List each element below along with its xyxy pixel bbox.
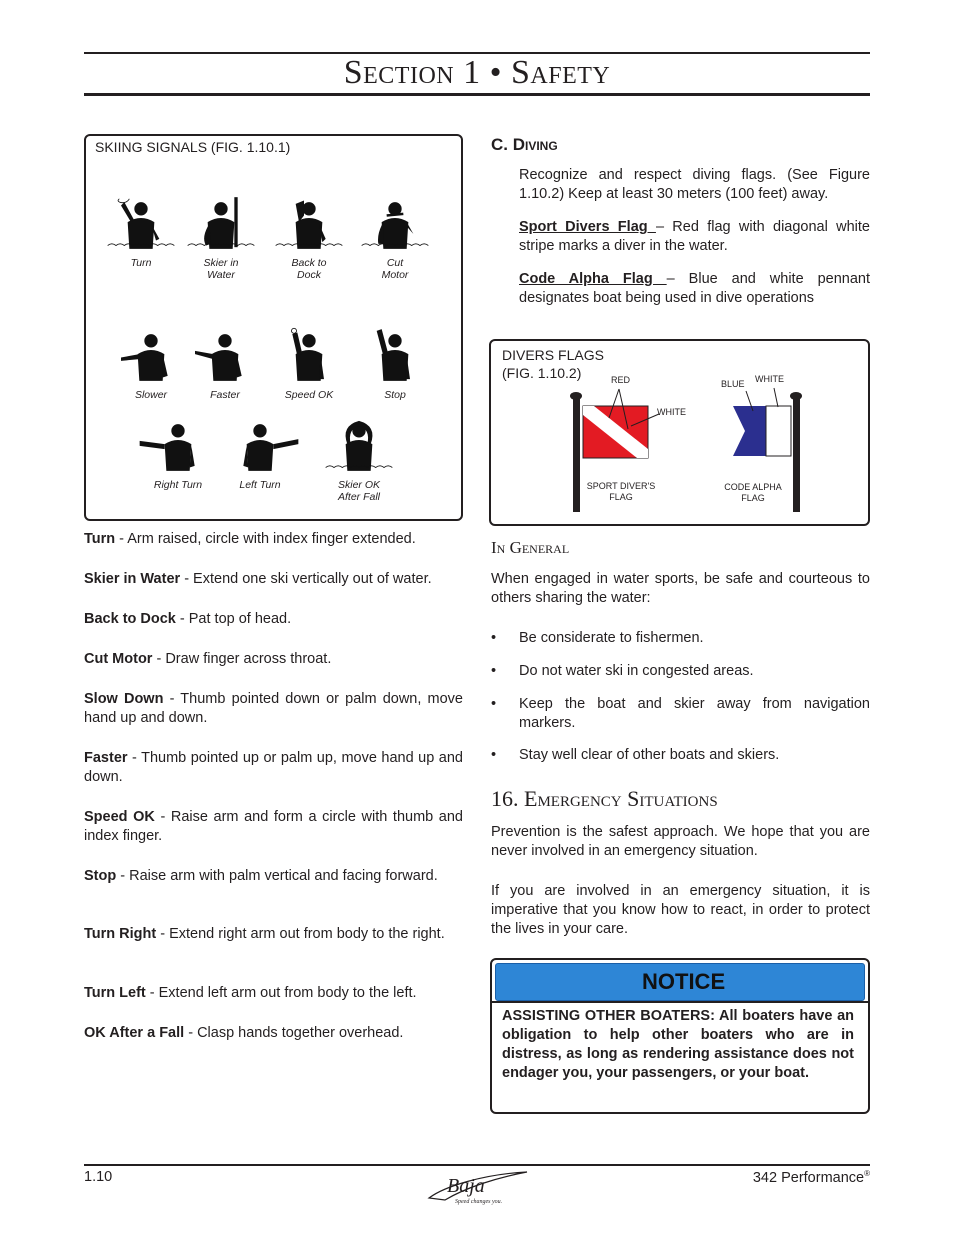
signal-term: Speed OK — [84, 809, 155, 825]
signal-turn — [101, 190, 181, 269]
signal-term: Turn Right — [84, 926, 157, 942]
notice-body: ASSISTING OTHER BOATERS: All boaters have an obligation to help other boaters who are in distress, as long as rendering assistance does not endager you, your passengers, or your boat. — [502, 1008, 854, 1081]
code-alpha-flag — [733, 406, 791, 456]
signal-label-line2: Water — [207, 269, 235, 281]
signal-label-line2: Dock — [297, 269, 321, 281]
signal-term: Skier in Water — [84, 571, 181, 587]
list-item — [491, 746, 870, 786]
skiing-figure-caption: SKIING SIGNALS (FIG. 1.10.1) — [95, 139, 291, 155]
signal-cut — [355, 190, 435, 281]
signal-description — [84, 749, 463, 787]
white-label-sport: WHITE — [657, 407, 686, 417]
sport-divers-flag — [583, 406, 648, 458]
signal-label: Cut — [386, 257, 404, 269]
model-name: 342 Performance® — [752, 1169, 870, 1186]
alpha-flag-label: CODE ALPHA FLAG — [724, 482, 782, 503]
signal-stop — [355, 322, 435, 401]
blue-label: BLUE — [721, 379, 745, 389]
signal-description — [84, 984, 463, 1003]
svg-text:Baja: Baja — [447, 1175, 485, 1197]
signal-okfall — [319, 412, 399, 503]
bullet-text: Be considerate to fishermen. — [519, 630, 704, 646]
emergency-p1: Prevention is the safest approach. We hope that you are never involved in an emergency situation. — [491, 824, 870, 859]
signal-fast — [185, 322, 265, 401]
notice-box — [490, 958, 870, 1114]
code-alpha-flag-text: Code Alpha Flag – Blue and white pennant designates boat being used in dive operations — [519, 271, 870, 306]
signal-figure — [111, 322, 191, 388]
signal-right — [138, 412, 218, 491]
bullet-dot: • — [491, 696, 497, 712]
signal-slow — [111, 322, 191, 401]
signal-label: Skier in — [203, 257, 239, 269]
signal-label: Stop — [384, 389, 406, 401]
signal-text: - Thumb pointed down or palm down, move hand up and down. — [84, 691, 463, 726]
bullet-text: Stay well clear of other boats and skiers. — [519, 747, 780, 763]
signal-term: Stop — [84, 868, 117, 884]
baja-logo-mark — [425, 1168, 531, 1206]
signal-term: OK After a Fall — [84, 1025, 185, 1041]
signal-text: - Extend one ski vertically out of water. — [180, 571, 432, 587]
signal-skier — [181, 190, 261, 281]
emergency-p2: If you are involved in an emergency situation, it is imperative that you know how to react, in order to protect the lives in your care. — [491, 883, 870, 937]
signal-label: Speed OK — [284, 389, 334, 401]
signal-description — [84, 1024, 463, 1043]
signal-label-line2: After Fall — [337, 491, 380, 503]
signal-term: Turn Left — [84, 985, 146, 1001]
sport-divers-flag-text: Sport Divers Flag – Red flag with diagonal white stripe marks a diver in the water. — [519, 219, 870, 254]
notice-title: NOTICE — [495, 963, 865, 1001]
signal-term: Back to Dock — [84, 611, 176, 627]
signal-figure — [138, 412, 218, 478]
title-rule — [84, 93, 870, 96]
signal-term: Turn — [84, 531, 116, 547]
signal-text: - Arm raised, circle with index finger extended. — [115, 531, 416, 547]
bullet-dot: • — [491, 630, 497, 646]
signal-label: Back to — [291, 257, 327, 269]
svg-text:Speed changes you.: Speed changes you. — [455, 1199, 503, 1205]
signal-description — [84, 867, 463, 886]
notice-divider — [492, 1001, 868, 1003]
signal-description — [84, 610, 463, 629]
baja-logo — [425, 1168, 531, 1206]
signal-description — [84, 570, 463, 589]
diving-intro: Recognize and respect diving flags. (See Figure 1.10.2) Keep at least 30 meters (100 feet) away. — [519, 167, 870, 202]
list-item — [491, 695, 870, 735]
bullet-dot: • — [491, 747, 497, 763]
general-intro: When engaged in water sports, be safe and courteous to others sharing the water: — [491, 571, 870, 606]
signal-figure — [269, 190, 349, 256]
signal-description — [84, 808, 463, 846]
signal-figure — [355, 190, 435, 256]
signal-text: - Extend left arm out from body to the left. — [145, 985, 417, 1001]
divers-figure-caption: DIVERS FLAGS (FIG. 1.10.2) — [502, 347, 604, 381]
signal-label: Right Turn — [153, 479, 203, 491]
signal-label: Left Turn — [239, 479, 281, 491]
signal-left — [220, 412, 300, 491]
signal-text: - Extend right arm out from body to the right. — [156, 926, 445, 942]
signal-figure — [185, 322, 265, 388]
footer-rule — [84, 1164, 870, 1166]
signal-label: Slower — [134, 389, 168, 401]
signal-dock — [269, 190, 349, 281]
signal-text: - Pat top of head. — [175, 611, 292, 627]
signal-description — [84, 650, 463, 669]
red-label: RED — [611, 375, 631, 385]
signal-figure — [220, 412, 300, 478]
signal-text: - Raise arm with palm vertical and facing forward. — [116, 868, 438, 884]
signal-term: Slow Down — [84, 691, 164, 707]
section-title: Section 1 • Safety — [343, 54, 611, 91]
signal-description — [84, 690, 463, 728]
signal-figure — [355, 322, 435, 388]
signal-label-line2: Motor — [381, 269, 409, 281]
bullet-text: Keep the boat and skier away from navigation markers. — [519, 696, 870, 731]
signal-speedok — [269, 322, 349, 401]
signal-text: - Clasp hands together overhead. — [184, 1025, 404, 1041]
divers-flags-drawing — [491, 341, 868, 524]
signal-label: Turn — [130, 257, 152, 269]
signal-description — [84, 530, 463, 549]
in-general-heading: In General — [491, 538, 570, 557]
sport-flag-label: SPORT DIVER'S FLAG — [586, 481, 656, 502]
signal-figure — [181, 190, 261, 256]
page-number: 1.10 — [84, 1169, 113, 1185]
signal-text: - Raise arm and form a circle with thumb and index finger. — [84, 809, 463, 844]
signal-label: Skier OK — [337, 479, 380, 491]
signal-figure — [269, 322, 349, 388]
white-label-alpha: WHITE — [755, 374, 784, 384]
signal-text: - Draw finger across throat. — [152, 651, 332, 667]
emergency-heading: 16. Emergency Situations — [491, 786, 718, 811]
signal-label: Faster — [210, 389, 240, 401]
signal-figure — [101, 190, 181, 256]
divers-flags-figure — [489, 339, 870, 526]
signal-description — [84, 925, 463, 944]
signal-term: Faster — [84, 750, 128, 766]
signal-figure — [319, 412, 399, 478]
bullet-dot: • — [491, 663, 497, 679]
diving-heading: C. Diving — [491, 135, 558, 154]
bullet-text: Do not water ski in congested areas. — [519, 663, 754, 679]
signal-text: - Thumb pointed up or palm up, move hand up and down. — [84, 750, 463, 785]
signal-term: Cut Motor — [84, 651, 153, 667]
